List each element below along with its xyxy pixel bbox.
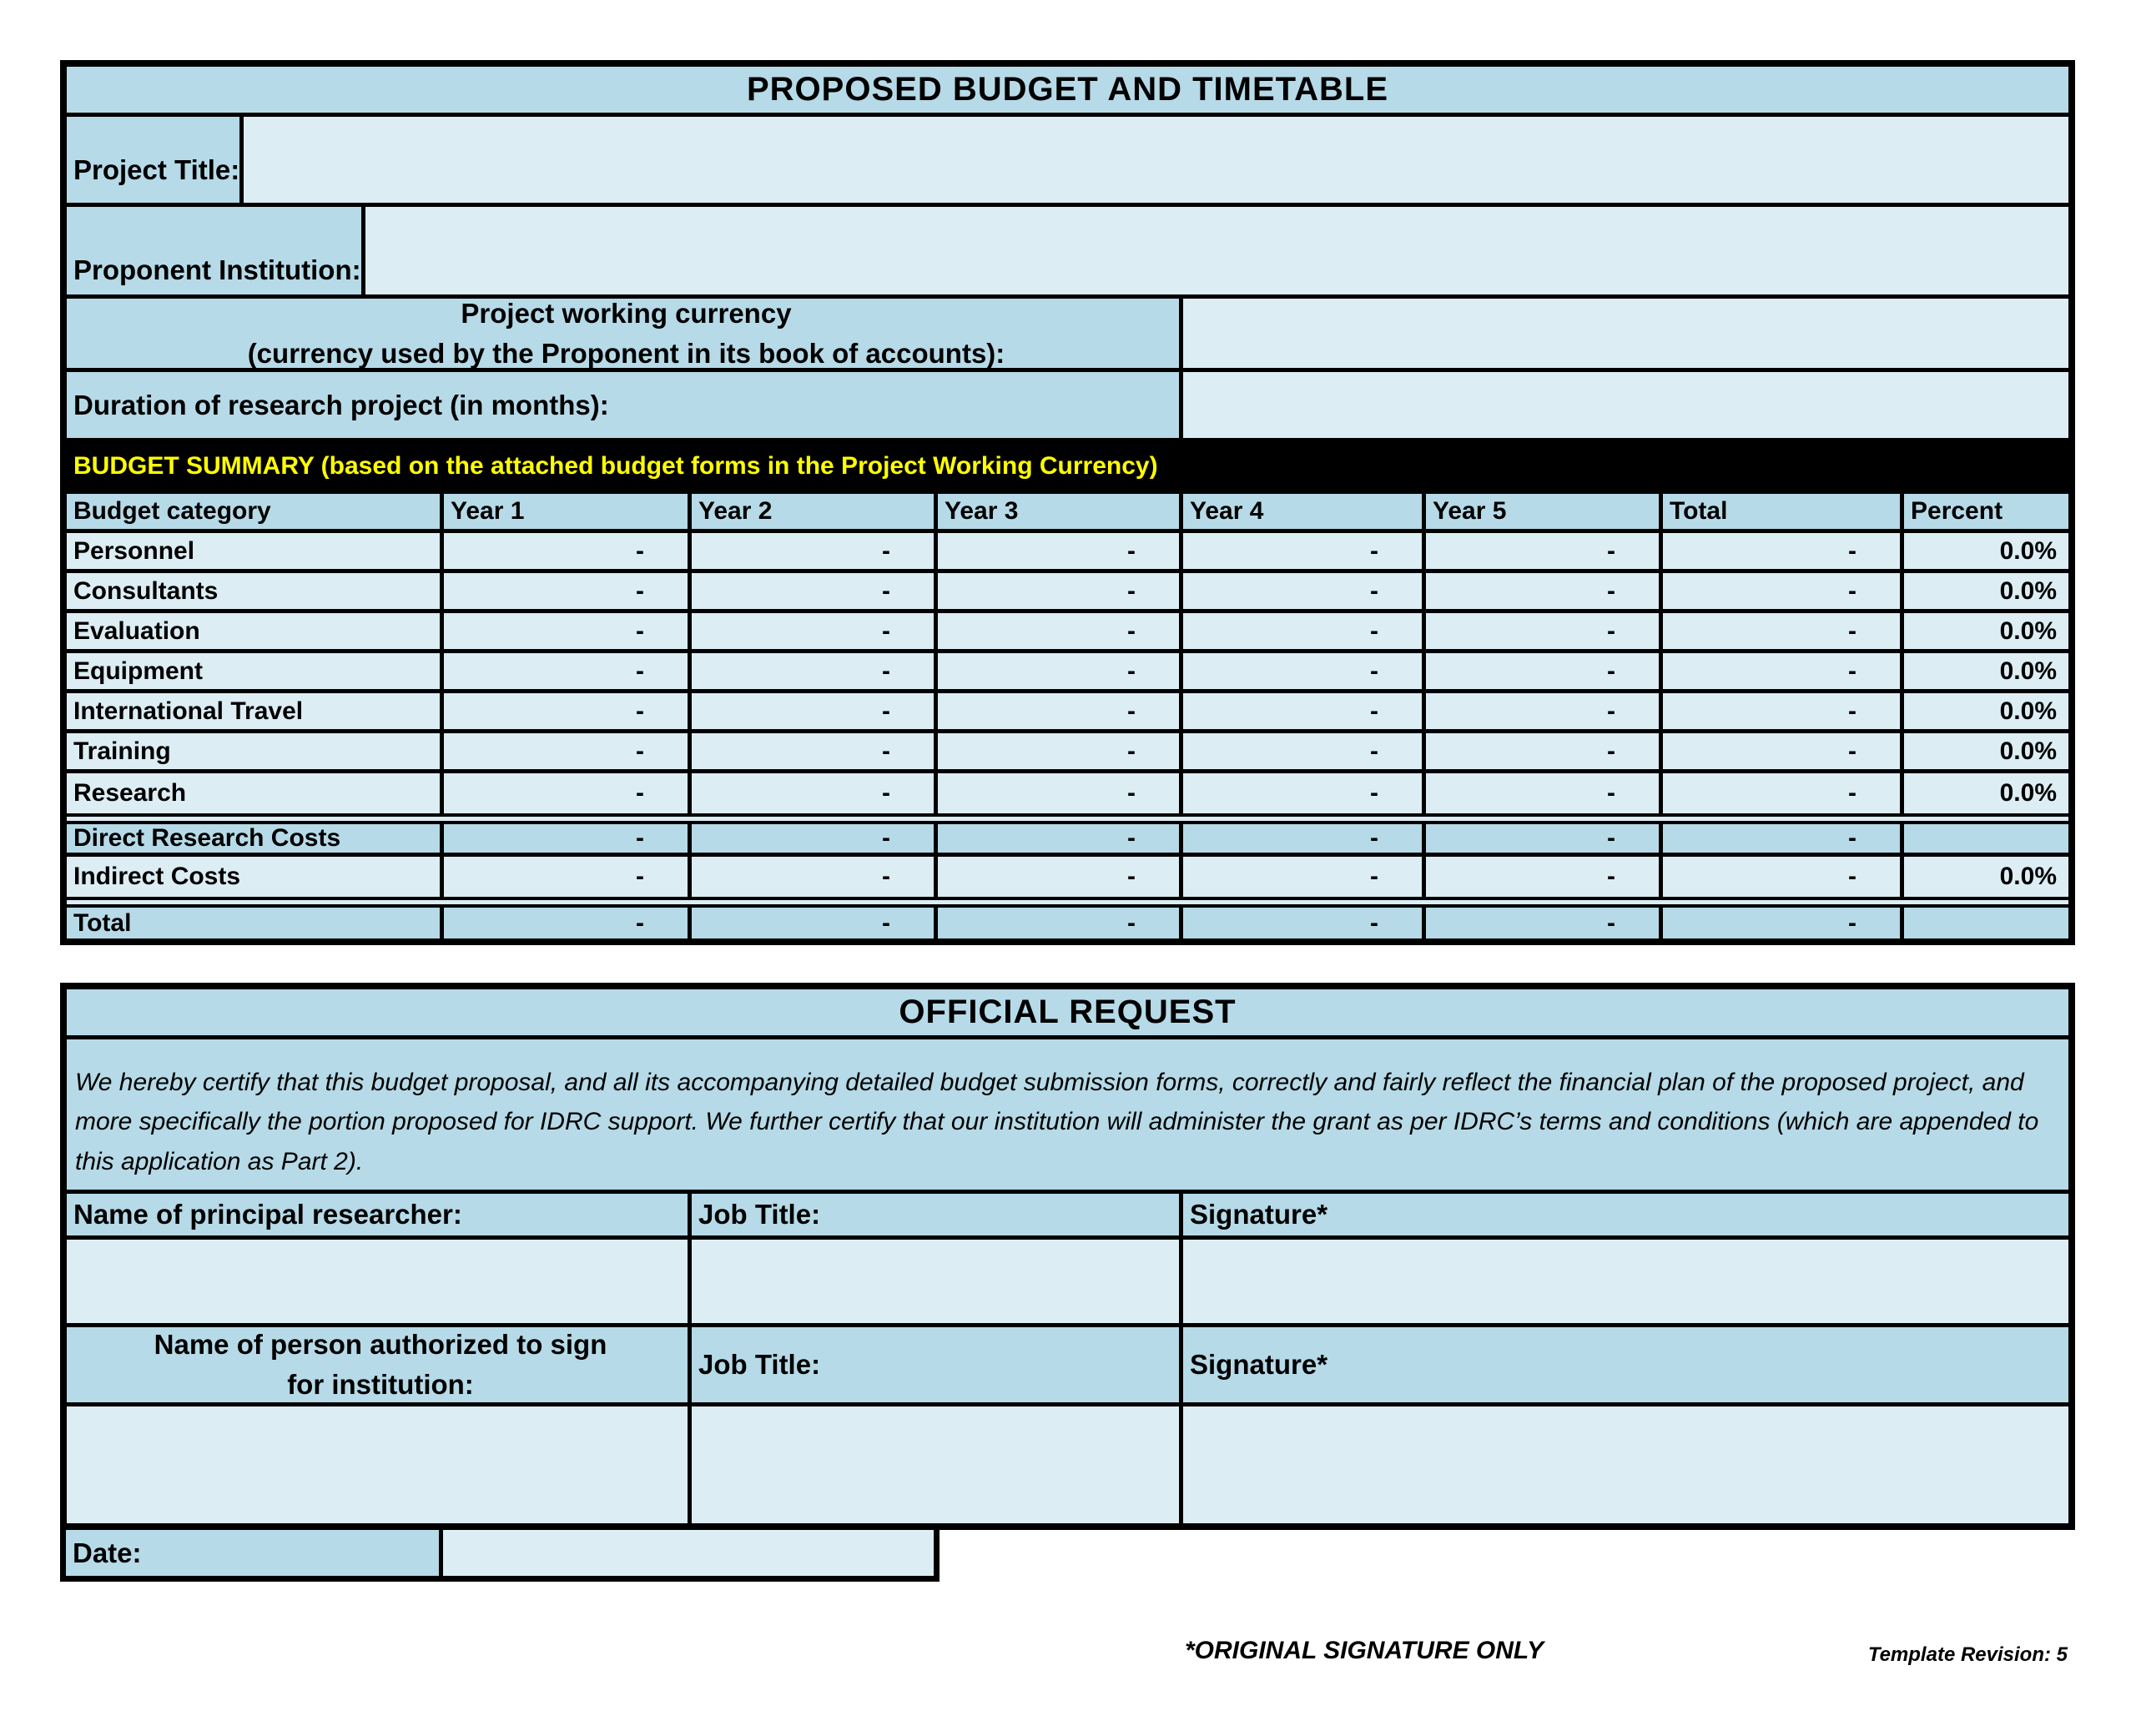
principal-name-input[interactable] [67,1240,692,1323]
budget-percent-cell: 0.0% [1999,657,2057,685]
col-header-year2: Year 2 [692,494,938,529]
budget-value-cell: - [444,908,692,938]
budget-value-cell: - [692,824,938,853]
budget-row-evaluation [67,613,2068,653]
budget-percent-cell: 0.0% [1999,779,2057,807]
budget-total-cell: - [1663,824,1904,853]
working-currency-input[interactable] [1183,299,2068,368]
budget-row-direct-research-costs [67,813,2068,857]
budget-value-cell[interactable]: - [1183,533,1426,569]
col-header-year4: Year 4 [1183,494,1426,529]
budget-percent-cell: 0.0% [1999,616,2057,645]
principal-researcher-header-row [67,1194,2068,1240]
budget-row-personnel [67,533,2068,573]
budget-total-cell: - [1663,613,1904,649]
budget-value-cell[interactable]: - [938,573,1183,609]
working-currency-label [67,299,1183,368]
budget-value-cell[interactable]: - [444,733,692,769]
budget-category-cell: Direct Research Costs [67,824,444,853]
budget-percent-cell [1904,908,2068,938]
project-title-input[interactable] [244,117,2068,203]
budget-row-training [67,733,2068,773]
budget-category-cell: Equipment [67,653,444,689]
budget-value-cell[interactable]: - [938,857,1183,897]
budget-category-cell: Total [67,908,444,938]
signature-label-1: Signature* [1183,1194,2068,1235]
budget-value-cell: - [1426,908,1663,938]
col-header-year5: Year 5 [1426,494,1663,529]
budget-total-cell: - [1663,857,1904,897]
project-title-label: Project Title: [67,117,244,203]
budget-category-cell: Research [67,773,444,813]
budget-percent-cell: 0.0% [1999,737,2057,765]
budget-value-cell[interactable]: - [444,573,692,609]
authorized-person-header-row [67,1327,2068,1406]
budget-timetable-box [60,60,2075,945]
form-title: PROPOSED BUDGET AND TIMETABLE [67,67,2068,113]
authorized-name-input[interactable] [67,1406,692,1523]
budget-total-cell: - [1663,533,1904,569]
authorized-person-label-line2: for institution: [287,1369,474,1400]
budget-percent-cell [1904,824,2068,853]
principal-researcher-label: Name of principal researcher: [67,1194,692,1235]
budget-row-consultants [67,573,2068,613]
budget-value-cell[interactable]: - [444,693,692,729]
budget-value-cell[interactable]: - [1183,773,1426,813]
budget-value-cell[interactable]: - [938,773,1183,813]
budget-value-cell[interactable]: - [1426,693,1663,729]
budget-value-cell[interactable]: - [938,653,1183,689]
budget-value-cell: - [938,824,1183,853]
budget-total-cell: - [1663,653,1904,689]
authorized-signature-input[interactable] [1183,1406,2068,1523]
budget-value-cell[interactable]: - [1183,573,1426,609]
col-header-total: Total [1663,494,1904,529]
budget-value-cell[interactable]: - [692,653,938,689]
budget-category-cell: Personnel [67,533,444,569]
budget-percent-cell: 0.0% [1999,863,2057,890]
budget-value-cell: - [692,908,938,938]
budget-value-cell: - [1426,824,1663,853]
budget-value-cell[interactable]: - [692,533,938,569]
budget-value-cell[interactable]: - [938,613,1183,649]
budget-value-cell[interactable]: - [1426,773,1663,813]
official-request-title-row [67,989,2068,1039]
budget-row-international-travel [67,693,2068,733]
budget-value-cell[interactable]: - [444,857,692,897]
proponent-institution-row [67,207,2068,299]
budget-value-cell[interactable]: - [1183,693,1426,729]
budget-value-cell: - [938,908,1183,938]
authorized-person-label [67,1327,692,1402]
authorized-person-label-line1: Name of person authorized to sign [154,1329,607,1361]
budget-total-cell: - [1663,908,1904,938]
budget-total-cell: - [1663,693,1904,729]
budget-table-header-row [67,494,2068,533]
budget-total-cell: - [1663,733,1904,769]
working-currency-label-line2: (currency used by the Proponent in its book of accounts): [247,337,1005,368]
signature-label-2: Signature* [1183,1327,2068,1402]
budget-summary-section-bar [67,442,2068,494]
official-request-title: OFFICIAL REQUEST [67,989,2068,1035]
budget-value-cell[interactable]: - [1183,613,1426,649]
budget-value-cell[interactable]: - [692,693,938,729]
budget-value-cell: - [1183,908,1426,938]
form-wrapper [60,60,2075,1582]
certification-row [67,1039,2068,1194]
principal-job-title-input[interactable] [692,1240,1183,1323]
col-header-percent: Percent [1904,494,2068,529]
budget-value-cell[interactable]: - [938,693,1183,729]
official-request-box [60,983,2075,1530]
authorized-job-title-input[interactable] [692,1406,1183,1523]
budget-category-cell: Evaluation [67,613,444,649]
project-title-row [67,117,2068,207]
budget-total-cell: - [1663,573,1904,609]
principal-signature-input[interactable] [1183,1240,2068,1323]
budget-value-cell[interactable]: - [1183,857,1426,897]
budget-total-cell: - [1663,773,1904,813]
col-header-year3: Year 3 [938,494,1183,529]
budget-value-cell[interactable]: - [938,733,1183,769]
duration-row [67,372,2068,442]
budget-value-cell[interactable]: - [1426,857,1663,897]
proponent-institution-label: Proponent Institution: [67,207,365,294]
budget-value-cell[interactable]: - [692,573,938,609]
budget-value-cell[interactable]: - [1426,733,1663,769]
budget-row-total [67,897,2068,938]
budget-value-cell[interactable]: - [444,533,692,569]
working-currency-row [67,299,2068,372]
date-input[interactable] [443,1530,934,1576]
budget-value-cell: - [444,824,692,853]
authorized-person-input-row [67,1406,2068,1523]
budget-summary-section-title: BUDGET SUMMARY (based on the attached budget forms in the Project Working Currency) [73,451,1158,480]
budget-row-equipment [67,653,2068,693]
budget-value-cell[interactable]: - [444,653,692,689]
budget-value-cell[interactable]: - [1426,653,1663,689]
budget-value-cell[interactable]: - [692,773,938,813]
budget-percent-cell: 0.0% [1999,576,2057,605]
budget-category-cell: Consultants [67,573,444,609]
job-title-label-1: Job Title: [692,1194,1183,1235]
budget-value-cell[interactable]: - [692,733,938,769]
budget-value-cell[interactable]: - [938,533,1183,569]
date-strip [60,1530,940,1582]
budget-row-indirect-costs [67,857,2068,897]
working-currency-label-line1: Project working currency [461,299,792,329]
col-header-budget-category: Budget category [67,494,444,529]
budget-percent-cell: 0.0% [1999,536,2057,565]
budget-row-research [67,773,2068,813]
duration-label: Duration of research project (in months): [67,372,1183,438]
budget-value-cell[interactable]: - [1426,613,1663,649]
job-title-label-2: Job Title: [692,1327,1183,1402]
budget-value-cell[interactable]: - [1183,653,1426,689]
duration-input[interactable] [1183,372,2068,438]
budget-value-cell[interactable]: - [1426,573,1663,609]
budget-value-cell: - [1183,824,1426,853]
budget-value-cell[interactable]: - [692,613,938,649]
original-signature-note: *ORIGINAL SIGNATURE ONLY [1185,1637,1544,1664]
budget-category-cell: Indirect Costs [67,857,444,897]
budget-value-cell[interactable]: - [444,613,692,649]
budget-value-cell[interactable]: - [444,773,692,813]
budget-value-cell[interactable]: - [1426,533,1663,569]
budget-category-cell: Training [67,733,444,769]
proponent-institution-input[interactable] [365,207,2068,294]
form-title-row [67,67,2068,117]
budget-percent-cell: 0.0% [1999,697,2057,725]
principal-researcher-input-row [67,1240,2068,1327]
col-header-year1: Year 1 [444,494,692,529]
budget-value-cell[interactable]: - [692,857,938,897]
template-revision-note: Template Revision: 5 [1867,1643,2068,1666]
budget-category-cell: International Travel [67,693,444,729]
budget-value-cell[interactable]: - [1183,733,1426,769]
date-label: Date: [66,1530,443,1576]
certification-text: We hereby certify that this budget proposal, and all its accompanying detailed budget submission forms, correctly and fairly reflect the financial plan of the proposed project, and more specifically the portion proposed for IDRC support. We further certify that our institution will administer the grant as per IDRC’s terms and conditions (which are appended to this application as Part 2). [67,1039,2068,1190]
